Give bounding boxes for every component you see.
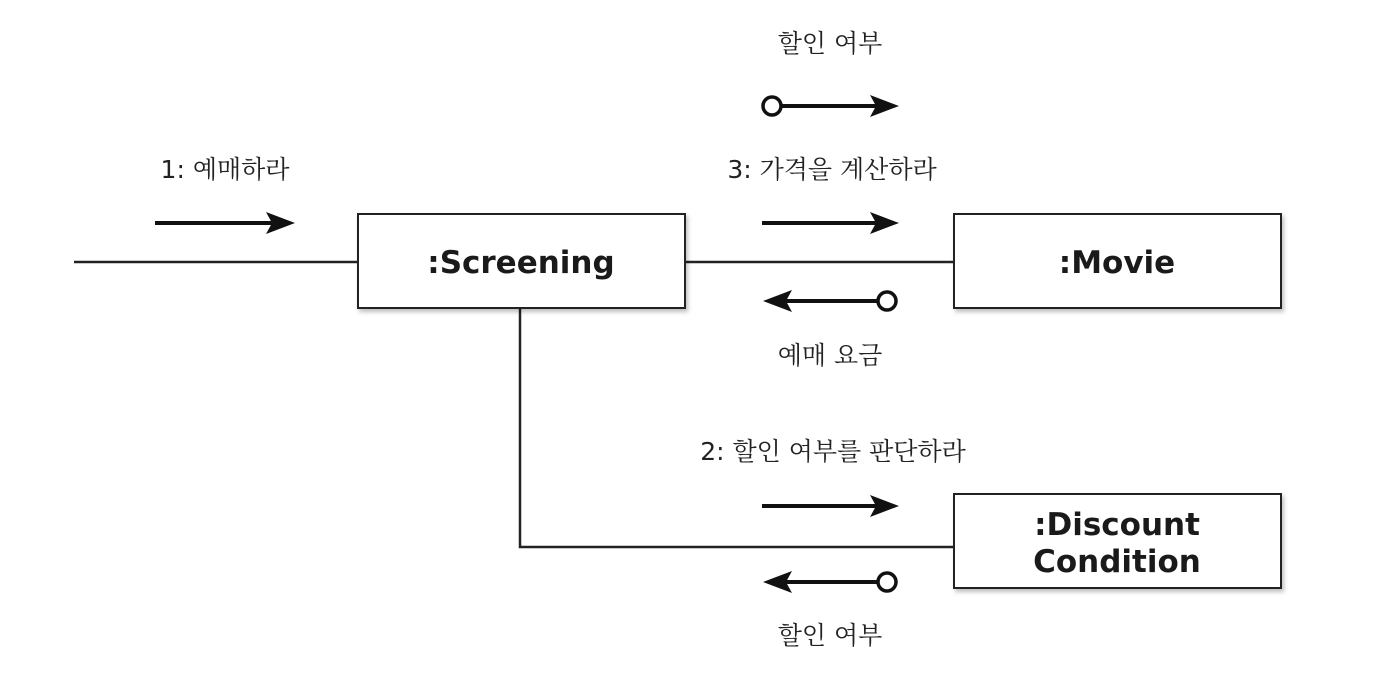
message-2-label: 2: 할인 여부를 판단하라: [700, 437, 966, 466]
bottom-return-label: 할인 여부: [777, 621, 883, 650]
message-1-arrow: [155, 212, 295, 234]
message-1-label: 1: 예매하라: [160, 155, 290, 184]
discount-condition-object[interactable]: [954, 494, 1281, 588]
top-return-arrow: [763, 95, 899, 117]
message-3-label: 3: 가격을 계산하라: [727, 155, 937, 184]
message-3-arrow: [762, 212, 899, 234]
top-return-label: 할인 여부: [777, 29, 883, 58]
fee-return-label: 예매 요금: [777, 341, 883, 370]
movie-object[interactable]: [954, 214, 1281, 308]
movie-label: :Movie: [1058, 245, 1176, 281]
screening-discount-link: [520, 309, 954, 547]
bottom-return-arrow: [763, 571, 896, 593]
message-2-arrow: [762, 495, 899, 517]
discount-condition-label-line1: :Discount: [1034, 507, 1200, 543]
discount-condition-label-line2: Condition: [1033, 544, 1201, 580]
fee-return-arrow: [763, 290, 896, 312]
screening-label: :Screening: [427, 245, 615, 281]
screening-object[interactable]: [358, 214, 685, 308]
